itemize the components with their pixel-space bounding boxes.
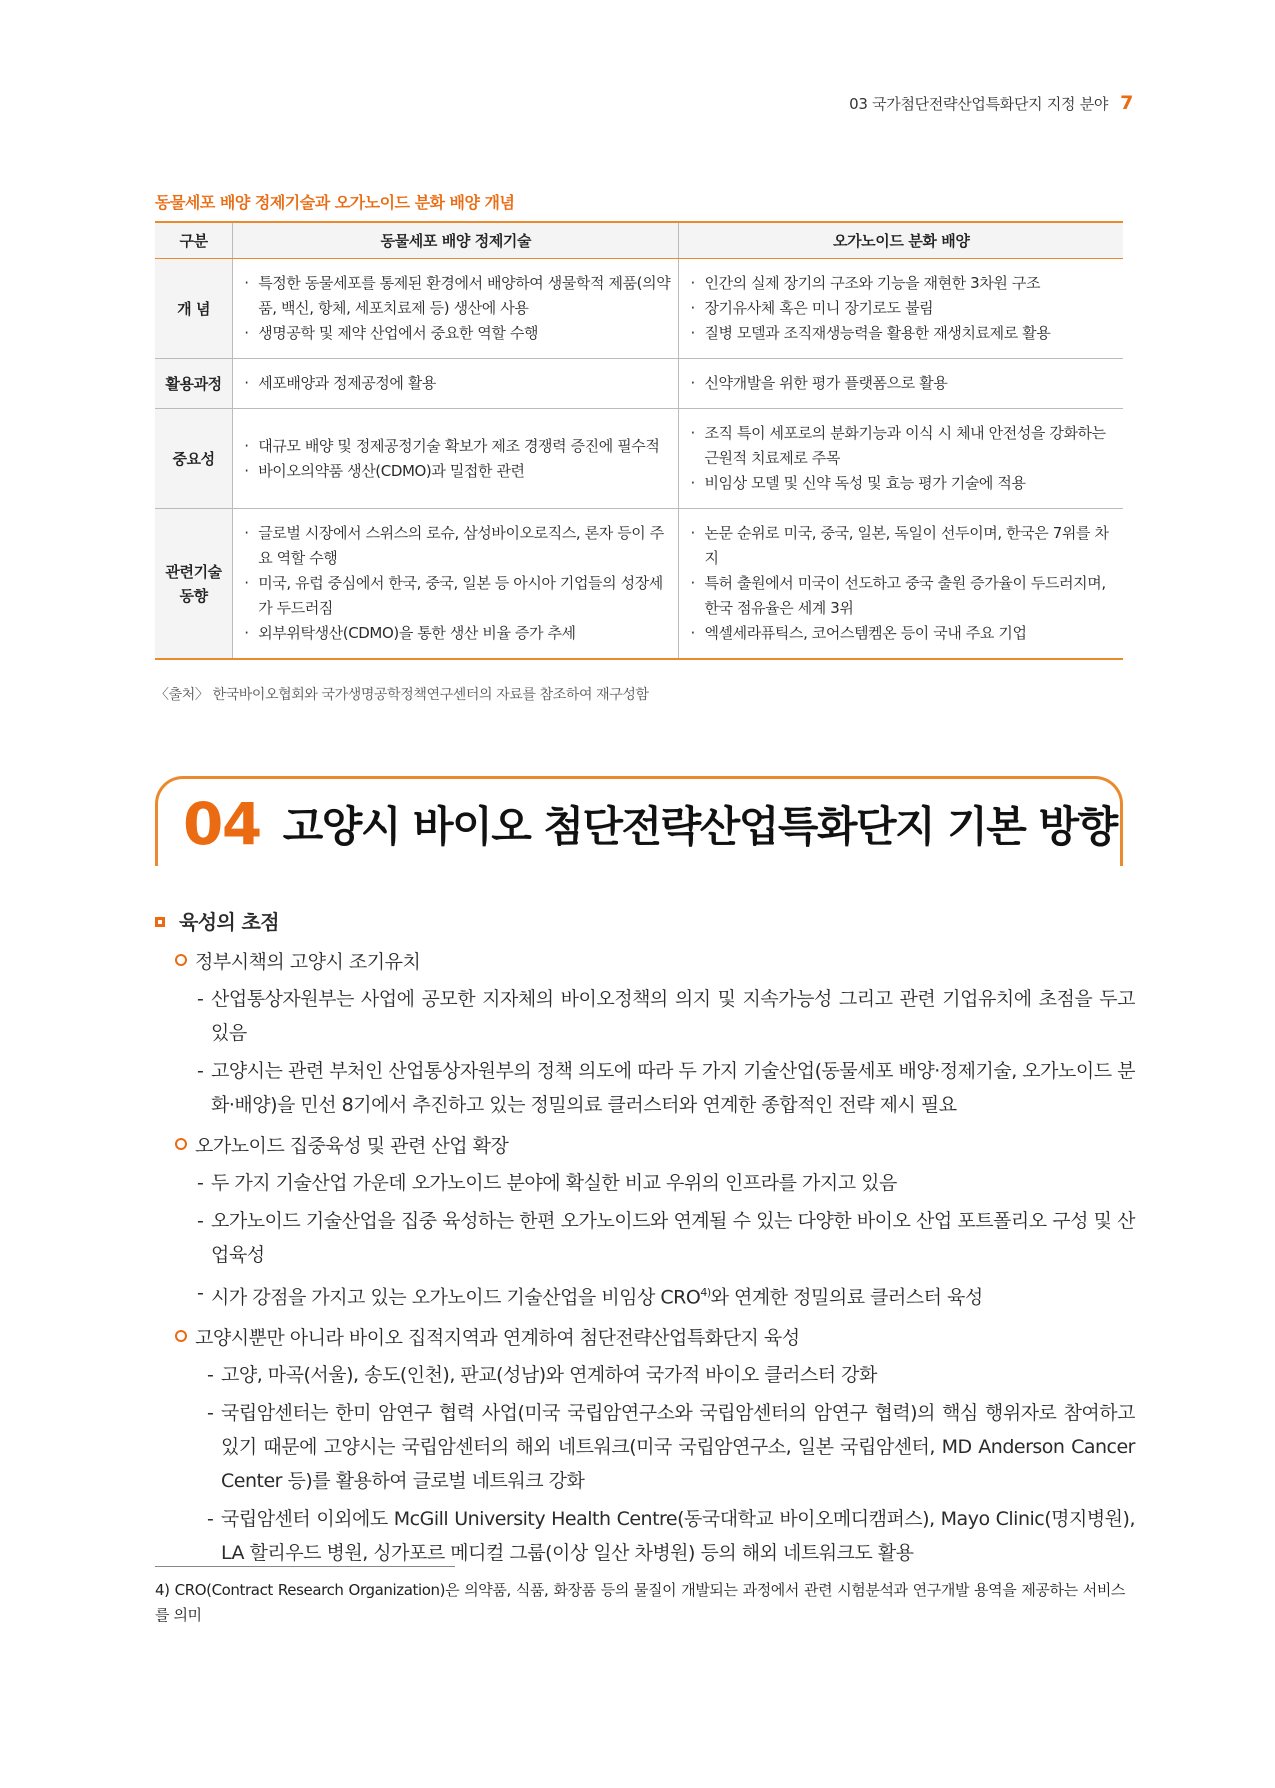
circle-bullet-icon (175, 954, 187, 966)
bullet-item: · 논문 순위로 미국, 중국, 일본, 독일이 선두이며, 한국은 7위를 차지 (687, 521, 1115, 571)
square-bullet-icon (155, 917, 165, 927)
bullet-item: · 글로벌 시장에서 스위스의 로슈, 삼성바이오로직스, 론자 등이 주요 역할 수행 (241, 521, 670, 571)
detail-text: 두 가지 기술산업 가운데 오가노이드 분야에 확실한 비교 우위의 인프라를 가지고 있음 (211, 1172, 897, 1194)
detail-text: 고양, 마곡(서울), 송도(인천), 판교(성남)와 연계하여 국가적 바이오 클러스터 강화 (221, 1364, 877, 1387)
circle-bullet-icon (175, 1138, 187, 1150)
bullet-item: · 엑셀세라퓨틱스, 코어스템켐온 등이 국내 주요 기업 (687, 621, 1115, 646)
table-cell (679, 259, 1123, 359)
circle-bullet-icon (175, 1330, 187, 1342)
column-header: 구분 (155, 222, 233, 259)
bullet-item: · 생명공학 및 제약 산업에서 중요한 역할 수행 (241, 321, 670, 346)
detail-text: 국립암센터는 한미 암연구 협력 사업(미국 국립암연구소와 국립암센터의 암연구 협력)의 핵심 행위자로 참여하고 있기 때문에 고양시는 국립암센터의 해외 네트워크(미국 국립암연구소, 일본 국립암센터, MD Anderson Cancer Center 등)를 활용하여 글로벌 네트워크 강화 (221, 1402, 1135, 1493)
footnote: 4) CRO(Contract Research Organization)은 의약품, 식품, 화장품 등의 물질이 개발되는 과정에서 관련 시험분석과 연구개발 용역을 제공하는 서비스를 의미 (155, 1581, 1125, 1624)
table-row (155, 259, 1123, 359)
detail-text: 산업통상자원부는 사업에 공모한 지자체의 바이오정책의 의지 및 지속가능성 그리고 관련 기업유치에 초점을 두고 있음 (211, 988, 1135, 1044)
table-cell (233, 409, 679, 509)
detail-text: 국립암센터 이외에도 McGill University Health Centre(동국대학교 바이오메디캠퍼스), Mayo Clinic(명지병원), LA 할리우드 병원, 싱가포르 메디컬 그룹(이상 일산 차병원) 등의 해외 네트워크도 활용 (221, 1508, 1135, 1565)
bullet-item: · 특허 출원에서 미국이 선도하고 중국 출원 증가율이 두드러지며, 한국 점유율은 세계 3위 (687, 571, 1115, 621)
table-cell (679, 359, 1123, 409)
row-label: 중요성 (155, 409, 233, 509)
bullet-item: · 세포배양과 정제공정에 활용 (241, 371, 670, 396)
bullet-item: · 신약개발을 위한 평가 플랫폼으로 활용 (687, 371, 1115, 396)
focus-item-title: 오가노이드 집중육성 및 관련 산업 확장 (195, 1134, 509, 1157)
detail-item: - 국립암센터 이외에도 McGill University Health Centre(동국대학교 바이오메디캠퍼스), Mayo Clinic(명지병원), LA 할리우드 병원, 싱가포르 메디컬 그룹(이상 일산 차병원) 등의 해외 네트워크도 활용 (207, 1508, 1135, 1565)
section-title (183, 790, 1117, 858)
focus-item (175, 1126, 1135, 1162)
section-number: 04 (183, 790, 261, 858)
focus-item (175, 942, 1135, 978)
table-row (155, 359, 1123, 409)
column-header: 오가노이드 분화 배양 (679, 222, 1123, 259)
detail-item: - 산업통상자원부는 사업에 공모한 지자체의 바이오정책의 의지 및 지속가능성 그리고 관련 기업유치에 초점을 두고 있음 (197, 988, 1135, 1044)
column-header: 동물세포 배양 정제기술 (233, 222, 679, 259)
row-label: 관련기술 동향 (155, 509, 233, 660)
concept-table (155, 221, 1123, 660)
bullet-item: · 외부위탁생산(CDMO)을 통한 생산 비율 증가 추세 (241, 621, 670, 646)
row-label: 활용과정 (155, 359, 233, 409)
focus-item (175, 1318, 1135, 1354)
row-label: 개 념 (155, 259, 233, 359)
footnote-ref: 4) (700, 1286, 711, 1299)
table-title: 동물세포 배양 정제기술과 오가노이드 분화 배양 개념 (155, 193, 515, 212)
bullet-item: · 비임상 모델 및 신약 독성 및 효능 평가 기술에 적용 (687, 471, 1115, 496)
table-cell (233, 359, 679, 409)
detail-text: 와 연계한 정밀의료 클러스터 육성 (710, 1286, 983, 1309)
detail-item: - 두 가지 기술산업 가운데 오가노이드 분야에 확실한 비교 우위의 인프라를 가지고 있음 (197, 1172, 897, 1194)
table-row (155, 409, 1123, 509)
page-number: 7 (1120, 92, 1133, 114)
bullet-item: · 바이오의약품 생산(CDMO)과 밀접한 관련 (241, 459, 670, 484)
detail-text: 오가노이드 기술산업을 집중 육성하는 한편 오가노이드와 연계될 수 있는 다양한 바이오 산업 포트폴리오 구성 및 산업육성 (211, 1210, 1135, 1266)
footnote-divider (155, 1566, 455, 1567)
bullet-item: · 질병 모델과 조직재생능력을 활용한 재생치료제로 활용 (687, 321, 1115, 346)
detail-item: - 시가 강점을 가지고 있는 오가노이드 기술산업을 비임상 CRO$^{4)}$와 연계한 정밀의료 클러스터 육성 (197, 1282, 983, 1309)
bullet-item: · 인간의 실제 장기의 구조와 기능을 재현한 3차원 구조 (687, 271, 1115, 296)
subsection-heading-text: 육성의 초점 (179, 910, 279, 934)
detail-text: 고양시는 관련 부처인 산업통상자원부의 정책 의도에 따라 두 가지 기술산업(동물세포 배양·정제기술, 오가노이드 분화·배양)을 민선 8기에서 추진하고 있는 정밀의료 클러스터와 연계한 종합적인 전략 제시 필요 (211, 1060, 1135, 1116)
bullet-item: · 미국, 유럽 중심에서 한국, 중국, 일본 등 아시아 기업들의 성장세가 두드러짐 (241, 571, 670, 621)
bullet-item: · 특정한 동물세포를 통제된 환경에서 배양하여 생물학적 제품(의약품, 백신, 항체, 세포치료제 등) 생산에 사용 (241, 271, 670, 321)
table-row (155, 509, 1123, 660)
section-title-text: 고양시 바이오 첨단전략산업특화단지 기본 방향 (282, 802, 1117, 851)
detail-text: 시가 강점을 가지고 있는 오가노이드 기술산업을 비임상 CRO (211, 1286, 701, 1309)
body-content (175, 942, 1135, 1570)
detail-item: - 국립암센터는 한미 암연구 협력 사업(미국 국립암연구소와 국립암센터의 암연구 협력)의 핵심 행위자로 참여하고 있기 때문에 고양시는 국립암센터의 해외 네트워크(미국 국립암연구소, 일본 국립암센터, MD Anderson Cancer Center 등)를 활용하여 글로벌 네트워크 강화 (207, 1402, 1135, 1493)
bullet-item: · 조직 특이 세포로의 분화기능과 이식 시 체내 안전성을 강화하는 근원적 치료제로 주목 (687, 421, 1115, 471)
detail-item: - 고양, 마곡(서울), 송도(인천), 판교(성남)와 연계하여 국가적 바이오 클러스터 강화 (207, 1364, 877, 1387)
table-header-row (155, 222, 1123, 259)
table-cell (233, 259, 679, 359)
bullet-item: · 장기유사체 혹은 미니 장기로도 불림 (687, 296, 1115, 321)
table-cell (679, 409, 1123, 509)
header-section-label: 03 국가첨단전략산업특화단지 지정 분야 (849, 95, 1109, 113)
focus-item-title: 정부시책의 고양시 조기유치 (195, 950, 421, 973)
table-cell (679, 509, 1123, 660)
running-header (849, 92, 1133, 114)
table-source-note: 〈출처〉 한국바이오협회와 국가생명공학정책연구센터의 자료를 참조하여 재구성함 (155, 687, 649, 703)
focus-item-title: 고양시뿐만 아니라 바이오 집적지역과 연계하여 첨단전략산업특화단지 육성 (195, 1326, 800, 1349)
detail-item: - 고양시는 관련 부처인 산업통상자원부의 정책 의도에 따라 두 가지 기술산업(동물세포 배양·정제기술, 오가노이드 분화·배양)을 민선 8기에서 추진하고 있는 정밀의료 클러스터와 연계한 종합적인 전략 제시 필요 (197, 1060, 1135, 1116)
subsection-heading (155, 906, 279, 935)
bullet-item: · 대규모 배양 및 정제공정기술 확보가 제조 경쟁력 증진에 필수적 (241, 434, 670, 459)
detail-item: - 오가노이드 기술산업을 집중 육성하는 한편 오가노이드와 연계될 수 있는 다양한 바이오 산업 포트폴리오 구성 및 산업육성 (197, 1210, 1135, 1266)
table-cell (233, 509, 679, 660)
